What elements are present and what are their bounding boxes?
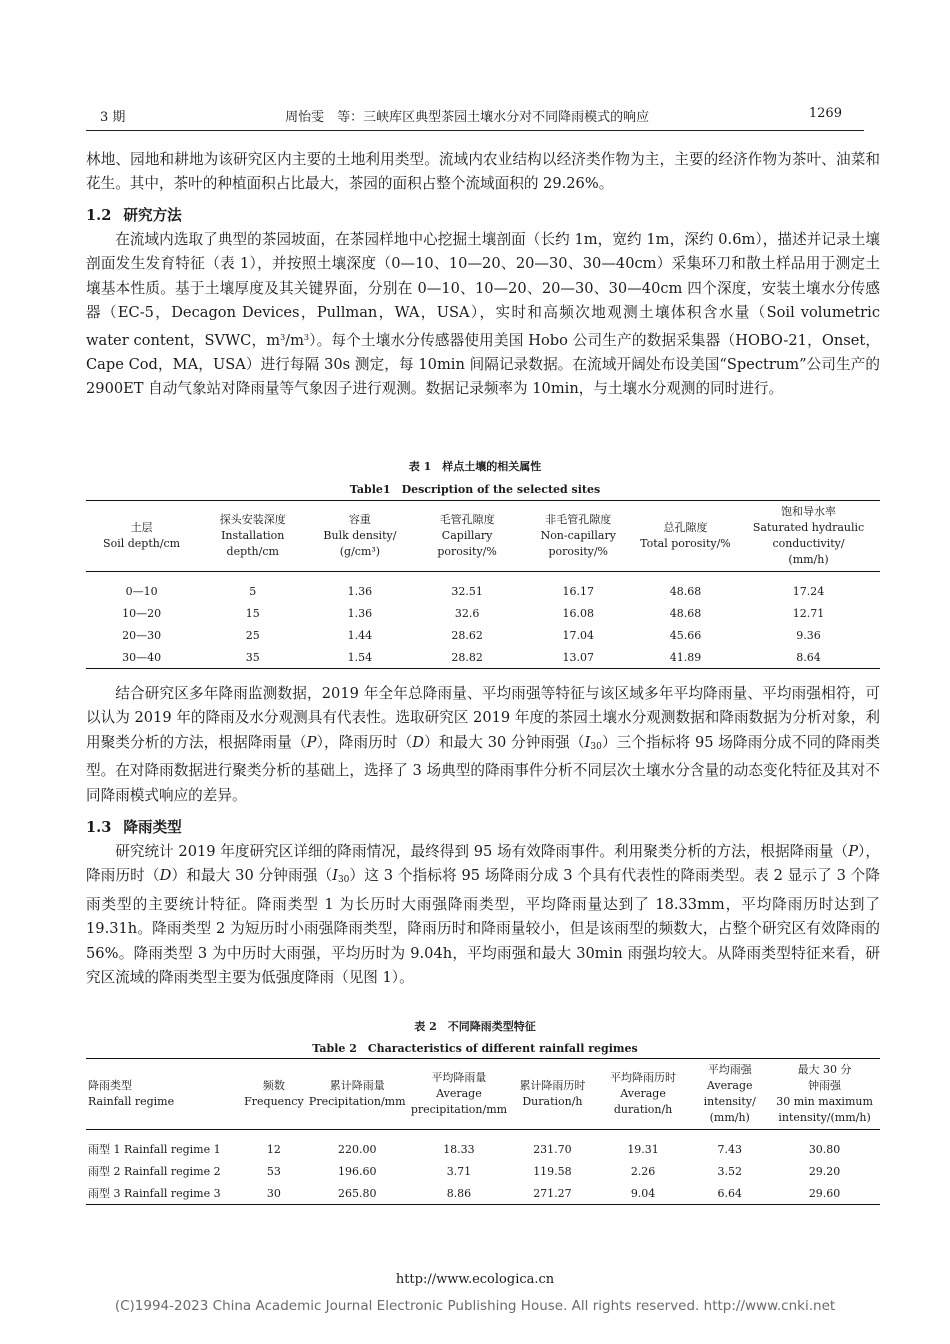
table-cell: 雨型 2 Rainfall regime 2 bbox=[88, 1165, 221, 1178]
paragraph-methods bbox=[86, 228, 880, 402]
table-cell: 5 bbox=[249, 584, 257, 598]
table-cell: 32.51 bbox=[451, 584, 483, 598]
table-cell: 15 bbox=[245, 606, 260, 620]
journal-url[interactable]: http://www.ecologica.cn bbox=[395, 1272, 555, 1287]
types-text-b: ），降雨历时（ bbox=[86, 843, 880, 885]
header-line: 容重 bbox=[348, 513, 371, 526]
table-cell: 53 bbox=[266, 1164, 281, 1178]
header-line: Bulk density/ bbox=[323, 529, 397, 542]
section-heading-1-3 bbox=[86, 816, 182, 837]
running-title: 周怡雯 等：三峡库区典型茶园土壤水分对不同降雨模式的响应 bbox=[285, 110, 650, 125]
table-cell: 雨型 3 Rainfall regime 3 bbox=[86, 1182, 242, 1205]
table2-col-header-7 bbox=[769, 1059, 880, 1130]
table-cell: 8.86 bbox=[409, 1182, 509, 1205]
section-number: 1.2 bbox=[86, 207, 112, 224]
header-line: 最大 30 分 bbox=[797, 1063, 852, 1076]
table-cell: 271.27 bbox=[509, 1182, 596, 1205]
table-cell: 25 bbox=[245, 628, 260, 642]
table-cell: 17.24 bbox=[792, 584, 825, 598]
combine-text-a: 结合研究区多年降雨监测数据，2019 年全年总降雨量、平均雨强等特征与该区域多年平均降雨量、平均雨强相符，可以认为 2019 年的降雨及水分观测具有代表性。选取研究区 2019 年度的茶园土壤水分观测数据和降雨数据为分析对象，利用聚类分析的方法，根据降雨量（ bbox=[86, 685, 880, 751]
header-line: intensity/ bbox=[703, 1095, 756, 1108]
table1-col-header-4 bbox=[523, 501, 634, 572]
header-line: depth/cm bbox=[226, 545, 279, 558]
header-line: porosity/% bbox=[548, 545, 609, 558]
section-title: 研究方法 bbox=[123, 207, 182, 224]
header-line: 平均降雨历时 bbox=[610, 1071, 677, 1084]
table-row bbox=[86, 1160, 880, 1182]
subscript-30: 30 bbox=[590, 741, 602, 752]
unit-slash: /m bbox=[285, 331, 304, 349]
table-cell: 30—40 bbox=[86, 646, 197, 669]
combine-text-c: ）和最大 30 分钟雨强（ bbox=[424, 733, 585, 751]
table1-caption-en: Table1 Description of the selected sites bbox=[349, 483, 601, 496]
header-line: intensity/(mm/h) bbox=[778, 1111, 871, 1124]
table-cell: 3.52 bbox=[717, 1164, 742, 1178]
header-line: Average bbox=[436, 1087, 482, 1100]
header-line: 累计降雨历时 bbox=[519, 1079, 586, 1092]
table2-col-header-6 bbox=[690, 1059, 769, 1130]
header-line: Total porosity/% bbox=[640, 537, 731, 550]
header-line: porosity/% bbox=[437, 545, 497, 558]
table-cell: 196.60 bbox=[337, 1164, 377, 1178]
table-row bbox=[86, 624, 880, 646]
methods-text-b: ）。每个土壤水分传感器使用美国 Hobo 公司生产的数据采集器（HOBO-21，Onset，Cape Cod，MA，USA）进行每隔 30s 测定，每 10min 间隔记录数据。在流域开阔处布设美国“Spectrum”公司生产的 2900ET 自动气象站对降雨量等气象因子进行观测。数据记录频率为 10min，与土壤水分观测的同时进行。 bbox=[86, 331, 880, 398]
table-row bbox=[86, 646, 880, 669]
table-cell: 18.33 bbox=[443, 1142, 475, 1156]
table-cell: 28.62 bbox=[451, 628, 483, 642]
header-line: (g/cm³) bbox=[339, 545, 381, 558]
header-line: precipitation/mm bbox=[410, 1103, 508, 1116]
header-line: 降雨类型 bbox=[88, 1079, 132, 1092]
table-cell: 30 bbox=[242, 1182, 306, 1205]
header-line: 饱和导水率 bbox=[781, 505, 837, 518]
copyright-notice: (C)1994-2023 China Academic Journal Electronic Publishing House. All rights reserved. http://www.cnki.net bbox=[114, 1298, 836, 1314]
table-cell: 32.6 bbox=[454, 606, 480, 620]
section-number: 1.3 bbox=[86, 819, 112, 836]
table-cell: 29.60 bbox=[769, 1182, 880, 1205]
header-line: 累计降雨量 bbox=[329, 1079, 385, 1092]
header-line: Precipitation/mm bbox=[308, 1095, 406, 1108]
table1-header-row bbox=[86, 501, 880, 572]
table-cell: 12.71 bbox=[792, 606, 825, 620]
table-cell: 2.26 bbox=[630, 1164, 656, 1178]
table-cell: 1.54 bbox=[308, 646, 411, 669]
var-d: D bbox=[412, 733, 424, 751]
table-cell: 265.80 bbox=[306, 1182, 409, 1205]
superscript-3a: 3 bbox=[280, 332, 286, 342]
header-line: 毛管孔隙度 bbox=[439, 513, 495, 526]
table1-col-header-6 bbox=[737, 501, 880, 572]
table2-col-header-0 bbox=[86, 1059, 242, 1130]
table-cell: 13.07 bbox=[523, 646, 634, 669]
table1-col-header-1 bbox=[197, 501, 308, 572]
table1-col-header-0 bbox=[86, 501, 197, 572]
header-line: duration/h bbox=[613, 1103, 673, 1116]
header-line: Non-capillary bbox=[540, 529, 616, 542]
header-line: (mm/h) bbox=[788, 553, 829, 566]
table-cell: 119.58 bbox=[533, 1164, 572, 1178]
table-cell: 0—10 bbox=[125, 584, 158, 598]
table-cell: 10—20 bbox=[122, 606, 162, 620]
header-line: 频数 bbox=[262, 1079, 285, 1092]
page-number: 1269 bbox=[808, 106, 842, 121]
table2-col-header-4 bbox=[509, 1059, 596, 1130]
types-text-c: ）和最大 30 分钟雨强（ bbox=[171, 867, 333, 885]
table-cell: 7.43 bbox=[717, 1142, 742, 1156]
table-cell: 41.89 bbox=[634, 646, 737, 669]
header-line: Soil depth/cm bbox=[103, 537, 181, 550]
table-cell: 28.82 bbox=[412, 646, 523, 669]
header-line: 探头安装深度 bbox=[219, 513, 286, 526]
types-text-d: ）这 3 个指标将 95 场降雨分成 3 个具有代表性的降雨类型。表 2 显示了 3 个降雨类型的主要统计特征。降雨类型 1 为长历时大雨强降雨类型，平均降雨量达到了 18.33mm，平均降雨历时达到了 19.31h。降雨类型 2 为短历时小雨强降雨类型，降雨历时和降雨量较小，但是该雨型的频数大，占整个研究区有效降雨的 56%。降雨类型 3 为中历时大雨强，平均历时为 9.04h，平均雨强和最大 30min 雨强均较大。从降雨类型特征来看，研究区流域的降雨类型主要为低强度降雨（见图 1）。 bbox=[86, 867, 880, 987]
table2-header-row bbox=[86, 1059, 880, 1130]
types-text-a: 研究统计 2019 年度研究区详细的降雨情况，最终得到 95 场有效降雨事件。利用聚类分析的方法，根据降雨量（ bbox=[115, 843, 849, 860]
table-cell: 30.80 bbox=[808, 1142, 841, 1156]
table-row bbox=[86, 1130, 880, 1161]
methods-text-a: 在流域内选取了典型的茶园坡面，在茶园样地中心挖掘土壤剖面（长约 1m，宽约 1m，深约 0.6m），描述并记录土壤剖面发生发育特征（表 1），并按照土壤深度（0—10、10—20、20—30、30—40cm）采集环刀和散土样品用于测定土壤基本性质。基于土壤厚度及其关键界面，分别在 0—10、10—20、20—30、30—40cm 四个深度，安装土壤水分传感器（EC-5，Decagon Devices，Pullman，WA，USA），实时和高频次地观测土壤体积含水量（Soil volumetric water content，SVWC，m bbox=[86, 231, 880, 349]
table-cell: 1.44 bbox=[347, 628, 373, 642]
section-heading-1-2 bbox=[86, 204, 182, 225]
table-cell: 3.71 bbox=[446, 1164, 472, 1178]
header-line: Average bbox=[706, 1079, 753, 1092]
table-cell: 48.68 bbox=[669, 584, 702, 598]
table-cell: 8.64 bbox=[737, 646, 880, 669]
table-cell: 16.17 bbox=[562, 584, 595, 598]
var-i: I bbox=[584, 733, 591, 751]
table-row bbox=[86, 602, 880, 624]
issue-number: 3 期 bbox=[100, 110, 126, 125]
header-line: 钟雨强 bbox=[808, 1079, 842, 1092]
table-cell: 17.04 bbox=[562, 628, 595, 642]
table2-col-header-3 bbox=[409, 1059, 509, 1130]
table-row bbox=[86, 1182, 880, 1205]
table-cell: 35 bbox=[197, 646, 308, 669]
header-line: 平均雨强 bbox=[707, 1063, 752, 1076]
table1-col-header-5 bbox=[634, 501, 737, 572]
table2-col-header-5 bbox=[596, 1059, 690, 1130]
header-line: Installation bbox=[221, 529, 285, 542]
table-cell: 29.20 bbox=[808, 1164, 841, 1178]
table-cell: 20—30 bbox=[122, 628, 162, 642]
header-line: conductivity/ bbox=[772, 537, 845, 550]
var-p: P bbox=[848, 843, 859, 860]
paragraph-rain-types bbox=[86, 840, 880, 990]
table1-caption-cn: 表 1 样点土壤的相关属性 bbox=[408, 460, 542, 473]
header-line: 非毛管孔隙度 bbox=[545, 513, 612, 526]
header-line: Duration/h bbox=[522, 1095, 583, 1108]
header-line: 土层 bbox=[130, 521, 153, 534]
table1-col-header-3 bbox=[412, 501, 523, 572]
table2-caption-cn: 表 2 不同降雨类型特征 bbox=[414, 1020, 536, 1033]
table-cell: 12 bbox=[266, 1142, 281, 1156]
header-line: 平均降雨量 bbox=[431, 1071, 487, 1084]
header-line: 30 min maximum bbox=[776, 1095, 873, 1108]
var-p: P bbox=[306, 733, 317, 751]
table-cell: 48.68 bbox=[669, 606, 702, 620]
table-cell: 45.66 bbox=[669, 628, 702, 642]
table-cell: 雨型 1 Rainfall regime 1 bbox=[88, 1143, 221, 1156]
table-cell: 1.36 bbox=[347, 606, 373, 620]
paragraph-combine bbox=[86, 682, 880, 808]
header-line: Saturated hydraulic bbox=[752, 521, 865, 534]
table-cell: 1.36 bbox=[347, 584, 373, 598]
table-cell: 6.64 bbox=[690, 1182, 769, 1205]
table1-col-header-2 bbox=[308, 501, 411, 572]
table-rainfall-regimes bbox=[86, 1058, 880, 1205]
header-line: (mm/h) bbox=[709, 1111, 750, 1124]
table-row bbox=[86, 572, 880, 603]
paragraph-intro: 林地、园地和耕地为该研究区内主要的土地利用类型。流域内农业结构以经济类作物为主，主要的经济作物为茶叶、油菜和花生。其中，茶叶的种植面积占比最大，茶园的面积占整个流域面积的 29.26%。 bbox=[86, 151, 880, 193]
table-soil-properties bbox=[86, 500, 880, 669]
table-cell: 9.04 bbox=[596, 1182, 690, 1205]
var-d: D bbox=[159, 867, 172, 885]
table-cell: 16.08 bbox=[562, 606, 595, 620]
var-i: I bbox=[332, 867, 338, 885]
header-line: 总孔隙度 bbox=[663, 521, 708, 534]
table2-col-header-1 bbox=[242, 1059, 306, 1130]
header-line: Frequency bbox=[244, 1095, 304, 1108]
table2-caption-en: Table 2 Characteristics of different rainfall regimes bbox=[312, 1042, 638, 1055]
superscript-3b: 3 bbox=[303, 332, 310, 342]
table-cell: 19.31 bbox=[627, 1142, 659, 1156]
table2-col-header-2 bbox=[306, 1059, 409, 1130]
combine-text-d: ）三个指标将 95 场降雨分成不同的降雨类型。在对降雨数据进行聚类分析的基础上，选择了 3 场典型的降雨事件分析不同层次土壤水分含量的动态变化特征及其对不同降雨模式响应的差异。 bbox=[86, 733, 880, 804]
combine-text-b: ），降雨历时（ bbox=[316, 733, 413, 751]
table-cell: 231.70 bbox=[533, 1142, 572, 1156]
running-header bbox=[100, 106, 842, 125]
header-rule bbox=[86, 130, 864, 131]
section-title: 降雨类型 bbox=[123, 819, 182, 836]
table-cell: 220.00 bbox=[337, 1142, 377, 1156]
header-line: Average bbox=[620, 1087, 666, 1100]
header-line: Capillary bbox=[441, 529, 493, 542]
table-cell: 9.36 bbox=[796, 628, 821, 642]
header-line: Rainfall regime bbox=[88, 1095, 175, 1108]
subscript-30: 30 bbox=[337, 875, 350, 886]
